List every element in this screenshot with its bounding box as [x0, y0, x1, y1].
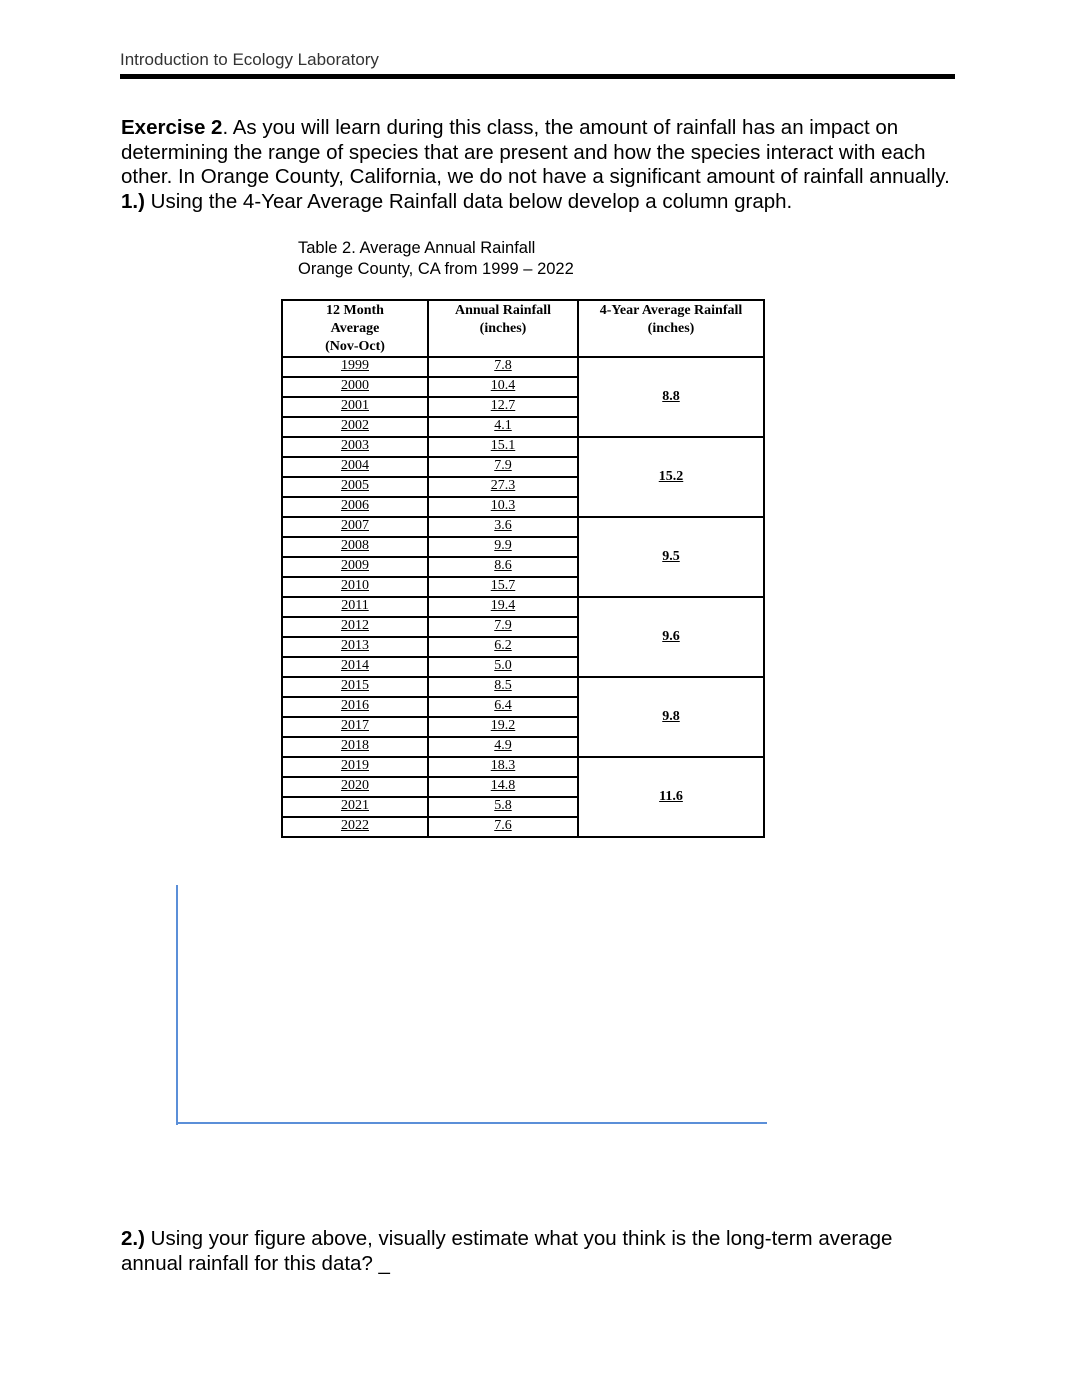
four-year-average-value: 8.8: [662, 389, 680, 404]
rainfall-cell: [428, 697, 578, 717]
rainfall-value: 27.3: [490, 478, 516, 493]
rainfall-value: 19.4: [490, 598, 516, 613]
four-year-average-value: 11.6: [659, 789, 683, 804]
rainfall-cell: [428, 777, 578, 797]
header-four-year-line1: 4-Year Average Rainfall: [599, 303, 743, 318]
rainfall-cell: [428, 497, 578, 517]
rainfall-cell: [428, 797, 578, 817]
year-cell: [282, 757, 428, 777]
header-12-month-average: [282, 300, 428, 357]
year-cell: [282, 497, 428, 517]
question-2-paragraph: [121, 1227, 951, 1276]
year-cell: [282, 817, 428, 837]
exercise-paragraph: [121, 116, 951, 214]
rainfall-cell: [428, 597, 578, 617]
year-value: 2013: [341, 638, 369, 653]
rainfall-value: 18.3: [490, 758, 516, 773]
rainfall-value: 8.5: [494, 678, 512, 693]
rainfall-value: 4.1: [494, 418, 512, 433]
rainfall-value: 6.4: [494, 698, 512, 713]
table-row: [282, 757, 764, 777]
table-body: [282, 357, 764, 837]
question-2-label: 2.): [121, 1227, 145, 1250]
rainfall-value: 5.0: [494, 658, 512, 673]
table-row: [282, 677, 764, 697]
year-value: 2018: [341, 738, 369, 753]
rainfall-cell: [428, 377, 578, 397]
rainfall-value: 7.8: [494, 358, 512, 373]
year-value: 2022: [341, 818, 369, 833]
rainfall-cell: [428, 757, 578, 777]
table-row: [282, 357, 764, 377]
year-cell: [282, 777, 428, 797]
year-cell: [282, 437, 428, 457]
four-year-average-value: 9.6: [662, 629, 680, 644]
year-cell: [282, 597, 428, 617]
year-value: 2017: [341, 718, 369, 733]
year-value: 2007: [341, 518, 369, 533]
exercise-label: Exercise 2: [121, 116, 223, 139]
rainfall-value: 5.8: [494, 798, 512, 813]
rainfall-cell: [428, 817, 578, 837]
year-cell: [282, 797, 428, 817]
rainfall-cell: [428, 477, 578, 497]
rainfall-cell: [428, 437, 578, 457]
year-value: 2006: [341, 498, 369, 513]
year-value: 2001: [341, 398, 369, 413]
rainfall-value: 12.7: [490, 398, 516, 413]
year-value: 2011: [341, 598, 369, 613]
four-year-average-cell: [578, 517, 764, 597]
four-year-average-cell: [578, 437, 764, 517]
year-value: 2003: [341, 438, 369, 453]
rainfall-cell: [428, 457, 578, 477]
rainfall-cell: [428, 657, 578, 677]
graph-x-axis: [176, 1122, 767, 1124]
year-cell: [282, 717, 428, 737]
rainfall-value: 14.8: [490, 778, 516, 793]
rainfall-value: 7.9: [494, 458, 512, 473]
rainfall-cell: [428, 677, 578, 697]
header-four-year-average: [578, 300, 764, 357]
header-annual-line2: (inches): [479, 321, 527, 336]
year-cell: [282, 697, 428, 717]
exercise-text-a: . As you will learn during this class, the amount of rainfall has an impact on determining the range of species that are present and how the species interact with each other. In Orange County, California, we do not have a significant amount of rainfall annually.: [121, 116, 950, 188]
year-cell: [282, 617, 428, 637]
year-cell: [282, 677, 428, 697]
rainfall-cell: [428, 517, 578, 537]
year-value: 2010: [341, 578, 369, 593]
graph-y-axis: [176, 885, 178, 1125]
four-year-average-cell: [578, 597, 764, 677]
rainfall-value: 6.2: [494, 638, 512, 653]
table-header-row: [282, 300, 764, 357]
year-cell: [282, 737, 428, 757]
header-annual-rainfall: [428, 300, 578, 357]
year-value: 2014: [341, 658, 369, 673]
rainfall-cell: [428, 637, 578, 657]
year-cell: [282, 397, 428, 417]
rainfall-value: 9.9: [494, 538, 512, 553]
year-value: 2015: [341, 678, 369, 693]
rainfall-cell: [428, 357, 578, 377]
year-cell: [282, 657, 428, 677]
four-year-average-cell: [578, 357, 764, 437]
four-year-average-value: 9.5: [662, 549, 680, 564]
year-value: 1999: [341, 358, 369, 373]
rainfall-table: [281, 299, 765, 838]
year-cell: [282, 457, 428, 477]
rainfall-cell: [428, 557, 578, 577]
header-rule: [120, 74, 955, 79]
rainfall-cell: [428, 617, 578, 637]
table-row: [282, 437, 764, 457]
rainfall-cell: [428, 417, 578, 437]
rainfall-cell: [428, 717, 578, 737]
rainfall-cell: [428, 397, 578, 417]
rainfall-cell: [428, 537, 578, 557]
year-cell: [282, 517, 428, 537]
header-12-month-line1: 12 Month: [326, 303, 384, 318]
year-cell: [282, 477, 428, 497]
year-value: 2005: [341, 478, 369, 493]
year-cell: [282, 377, 428, 397]
header-12-month-line2: Average: [330, 321, 380, 336]
table-row: [282, 597, 764, 617]
header-12-month-line3: (Nov-Oct): [325, 339, 385, 354]
rainfall-cell: [428, 577, 578, 597]
header-annual-line1: Annual Rainfall: [454, 303, 552, 318]
table-caption-line1: Table 2. Average Annual Rainfall: [298, 239, 536, 257]
rainfall-value: 7.9: [494, 618, 512, 633]
year-cell: [282, 417, 428, 437]
four-year-average-cell: [578, 677, 764, 757]
table-caption-line2: Orange County, CA from 1999 – 2022: [298, 260, 574, 278]
year-value: 2004: [341, 458, 369, 473]
year-cell: [282, 357, 428, 377]
four-year-average-value: 9.8: [662, 709, 680, 724]
year-value: 2019: [341, 758, 369, 773]
year-value: 2016: [341, 698, 369, 713]
year-value: 2020: [341, 778, 369, 793]
year-value: 2021: [341, 798, 369, 813]
year-cell: [282, 537, 428, 557]
year-value: 2008: [341, 538, 369, 553]
four-year-average-cell: [578, 757, 764, 837]
year-cell: [282, 637, 428, 657]
rainfall-value: 15.7: [490, 578, 516, 593]
year-value: 2000: [341, 378, 369, 393]
header-title: Introduction to Ecology Laboratory: [120, 50, 379, 69]
rainfall-value: 10.3: [490, 498, 516, 513]
four-year-average-value: 15.2: [658, 469, 684, 484]
question-1-label: 1.): [121, 189, 145, 213]
table-caption: [298, 238, 574, 280]
rainfall-value: 15.1: [490, 438, 516, 453]
header-four-year-line2: (inches): [647, 321, 695, 336]
rainfall-value: 7.6: [494, 818, 512, 833]
year-value: 2009: [341, 558, 369, 573]
rainfall-value: 10.4: [490, 378, 516, 393]
exercise-text-b: Using the 4-Year Average Rainfall data below develop a column graph.: [144, 189, 793, 213]
rainfall-value: 19.2: [490, 718, 516, 733]
year-value: 2012: [341, 618, 369, 633]
year-value: 2002: [341, 418, 369, 433]
year-cell: [282, 557, 428, 577]
rainfall-value: 4.9: [494, 738, 512, 753]
rainfall-value: 8.6: [494, 558, 512, 573]
rainfall-value: 3.6: [494, 518, 512, 533]
question-2-text: Using your figure above, visually estimate what you think is the long-term average annual rainfall for this data? _: [121, 1227, 893, 1275]
rainfall-cell: [428, 737, 578, 757]
table-row: [282, 517, 764, 537]
year-cell: [282, 577, 428, 597]
